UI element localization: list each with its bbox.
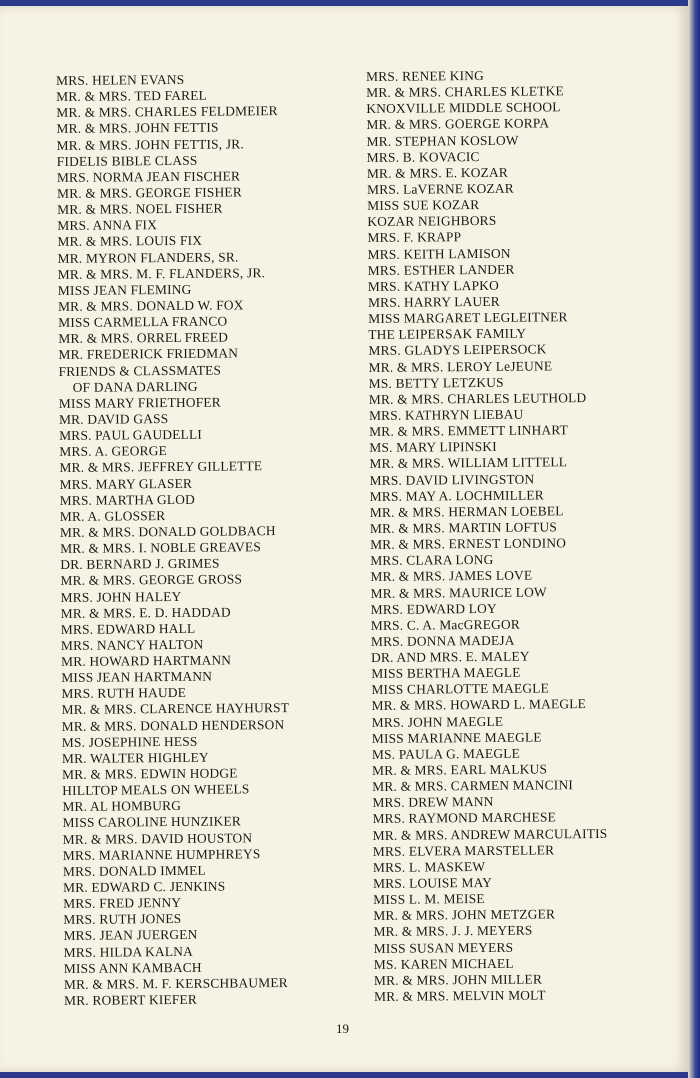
donor-name: MR. ROBERT KIEFER: [64, 991, 198, 1008]
donor-name: MRS. RUTH JONES: [63, 911, 182, 928]
donor-name: MISS SUE KOZAR: [367, 197, 480, 214]
donor-name: MRS. C. A. MacGREGOR: [370, 616, 521, 633]
donor-name: MR. & MRS. DONALD W. FOX: [57, 297, 244, 314]
donor-list-left-column: [56, 71, 292, 1009]
donor-name: MRS. DREW MANN: [372, 794, 494, 811]
donor-name: MRS. LOUISE MAY: [373, 874, 493, 891]
donor-name: MR. & MRS. ANDREW MARCULAITIS: [372, 825, 608, 843]
donor-name: MR. & MRS. E. D. HADDAD: [60, 604, 231, 621]
donor-name: FIDELIS BIBLE CLASS: [56, 152, 198, 169]
donor-name: MRS. GLADYS LEIPERSOCK: [368, 341, 547, 359]
donor-name: MR. & MRS. LEROY LeJEUNE: [368, 357, 553, 375]
donor-name: MR. & MRS. DONALD GOLDBACH: [59, 523, 276, 540]
donor-name: MRS. A. GEORGE: [59, 443, 168, 460]
donor-name: MRS. ELVERA MARSTELLER: [372, 842, 555, 859]
donor-name: MR. & MRS. MELVIN MOLT: [374, 987, 546, 1004]
donor-name: MR. & MRS. JEFFREY GILLETTE: [59, 458, 263, 476]
donor-name: KNOXVILLE MIDDLE SCHOOL: [366, 99, 561, 117]
donor-name: MRS. DAVID LIVINGSTON: [369, 471, 535, 488]
donor-name: MR. & MRS. CHARLES LEUTHOLD: [368, 389, 587, 407]
donor-name: MS. JOSEPHINE HESS: [61, 733, 198, 750]
donor-name: MR. & MRS. DONALD HENDERSON: [61, 716, 285, 734]
donor-name: MS. BETTY LETZKUS: [368, 374, 504, 391]
donor-name: MR. & MRS. DAVID HOUSTON: [62, 829, 253, 847]
donor-name: MR. MYRON FLANDERS, SR.: [57, 248, 239, 266]
donor-name: MRS. L. MASKEW: [372, 858, 486, 875]
donor-name: HILLTOP MEALS ON WHEELS: [62, 781, 250, 799]
donor-name: MS. PAULA G. MAEGLE: [371, 745, 521, 762]
donor-name: MRS. KEITH LAMISON: [367, 245, 511, 262]
donor-name: MRS. JOHN HALEY: [60, 588, 182, 605]
document-page: [0, 6, 688, 1072]
donor-name: MR. & MRS. I. NOBLE GREAVES: [60, 539, 262, 557]
donor-name: MRS. DONNA MADEJA: [370, 632, 515, 649]
donor-name: MRS. DONALD IMMEL: [62, 862, 206, 879]
donor-name: MRS. NORMA JEAN FISCHER: [56, 168, 241, 185]
binding-edge: [688, 0, 700, 1078]
donor-name: MR. STEPHAN KOSLOW: [366, 132, 519, 149]
donor-name: MRS. B. KOVACIC: [366, 148, 480, 165]
donor-name: MRS. FRED JENNY: [63, 895, 182, 912]
donor-name: MRS. HARRY LAUER: [367, 293, 500, 310]
donor-name: MR. & MRS. GEORGE FISHER: [56, 184, 242, 201]
donor-name: MR. & MRS. CLARENCE HAYHURST: [61, 700, 290, 718]
donor-name: MRS. NANCY HALTON: [60, 636, 204, 653]
donor-name: MR. DAVID GASS: [58, 410, 169, 427]
donor-name: MISS MARIANNE MAEGLE: [371, 729, 542, 746]
donor-name: MR. & MRS. JOHN FETTIS: [56, 120, 219, 137]
donor-name: MRS. MARIANNE HUMPHREYS: [62, 845, 261, 863]
donor-name: MR. EDWARD C. JENKINS: [63, 878, 226, 895]
donor-name: MRS. RAYMOND MARCHESE: [372, 809, 557, 827]
donor-name: MR. & MRS. ORREL FREED: [58, 329, 229, 347]
donor-name: MRS. ESTHER LANDER: [367, 261, 515, 278]
donor-name: MISS L. M. MEISE: [373, 891, 485, 908]
donor-name: MR. & MRS. E. KOZAR: [366, 164, 509, 181]
donor-name: MR. & MRS. CHARLES KLETKE: [366, 83, 564, 101]
donor-name: MR. & MRS. LOUIS FIX: [57, 233, 203, 250]
donor-name: MRS. LaVERNE KOZAR: [366, 180, 514, 197]
donor-name: MR. & MRS. M. F. FLANDERS, JR.: [57, 264, 266, 282]
donor-name: MR. & MRS. WILLIAM LITTELL: [369, 454, 568, 472]
donor-name: MS. KAREN MICHAEL: [373, 955, 514, 972]
donor-name: MR. & MRS. EMMETT LINHART: [369, 422, 569, 440]
donor-name: MR. FREDERICK FRIEDMAN: [58, 345, 239, 363]
donor-name: MRS. JOHN MAEGLE: [371, 713, 504, 730]
donor-name: MR. & MRS. J. J. MEYERS: [373, 923, 533, 940]
donor-name: MISS MARGARET LEGLEITNER: [368, 309, 568, 327]
donor-name: MRS. EDWARD LOY: [370, 600, 497, 617]
donor-name: MISS JEAN HARTMANN: [61, 668, 213, 686]
donor-name: MR. & MRS. TED FAREL: [56, 87, 208, 105]
donor-name: MISS JEAN FLEMING: [57, 281, 192, 298]
donor-name: MISS BERTHA MAEGLE: [371, 664, 521, 682]
donor-name: MR. & MRS. EDWIN HODGE: [62, 765, 238, 783]
donor-name: MRS. MARTHA GLOD: [59, 491, 195, 508]
donor-name: MR. & MRS. JAMES LOVE: [370, 567, 533, 585]
donor-name: MR. & MRS. CARMEN MANCINI: [372, 777, 574, 795]
donor-name: MRS. RENEE KING: [366, 67, 485, 84]
donor-name: OF DANA DARLING: [72, 378, 198, 395]
donor-name: MRS. MARY GLASER: [59, 475, 193, 492]
donor-name: MISS CHARLOTTE MAEGLE: [371, 680, 550, 698]
donor-name: MS. MARY LIPINSKI: [369, 439, 497, 456]
donor-name: MISS CARMELLA FRANCO: [58, 313, 228, 331]
donor-name: MISS SUSAN MEYERS: [373, 939, 514, 956]
donor-name: MRS. MAY A. LOCHMILLER: [369, 487, 544, 504]
donor-name: MR. & MRS. NOEL FISHER: [57, 200, 223, 218]
donor-name: MR. & MRS. ERNEST LONDINO: [370, 535, 567, 553]
donor-name: MR. & MRS. GOERGE KORPA: [366, 115, 550, 133]
donor-name: MRS. PAUL GAUDELLI: [59, 426, 203, 444]
donor-name: MRS. RUTH HAUDE: [61, 685, 187, 702]
donor-name: THE LEIPERSAK FAMILY: [368, 325, 527, 343]
donor-name: MRS. HILDA KALNA: [63, 943, 194, 960]
donor-name: MR. & MRS. HOWARD L. MAEGLE: [371, 696, 587, 714]
donor-name: MRS. F. KRAPP: [367, 229, 462, 246]
donor-name: MRS. ANNA FIX: [57, 217, 158, 234]
donor-name: FRIENDS & CLASSMATES: [58, 362, 222, 379]
donor-name: MR. & MRS. JOHN FETTIS, JR.: [56, 135, 245, 153]
donor-name: MISS ANN KAMBACH: [63, 959, 202, 976]
donor-name: KOZAR NEIGHBORS: [367, 213, 497, 230]
donor-name: MISS MARY FRIETHOFER: [58, 394, 221, 411]
donor-name: MRS. JEAN JUERGEN: [63, 927, 198, 944]
donor-name: MR. A. GLOSSER: [59, 507, 166, 524]
donor-name: MR. & MRS. CHARLES FELDMEIER: [56, 103, 278, 121]
donor-name: MRS. EDWARD HALL: [60, 620, 196, 637]
donor-name: MR. AL HOMBURG: [62, 798, 182, 815]
donor-name: MRS. KATHRYN LIEBAU: [368, 406, 524, 423]
donor-name: MR. & MRS. EARL MALKUS: [372, 761, 548, 779]
donor-name: MRS. HELEN EVANS: [56, 71, 185, 88]
donor-name: MR. & MRS. MAURICE LOW: [370, 583, 547, 601]
donor-name: MR. & MRS. JOHN MILLER: [373, 971, 543, 988]
page-number: 19: [336, 1021, 349, 1036]
donor-name: MR. & MRS. GEORGE GROSS: [60, 571, 243, 589]
donor-name: MR. HOWARD HARTMANN: [61, 652, 232, 670]
donor-name: MR. & MRS. MARTIN LOFTUS: [369, 519, 558, 536]
donor-name: MR. WALTER HIGHLEY: [61, 749, 209, 766]
donor-name: MRS. KATHY LAPKO: [367, 277, 500, 294]
donor-name: MRS. CLARA LONG: [370, 552, 494, 569]
donor-name: MISS CAROLINE HUNZIKER: [62, 813, 242, 831]
donor-list-right-column: [366, 67, 609, 1005]
donor-name: MR. & MRS. M. F. KERSCHBAUMER: [63, 974, 288, 992]
donor-name: MR. & MRS. HERMAN LOEBEL: [369, 503, 564, 520]
donor-name: MR. & MRS. JOHN METZGER: [373, 906, 556, 924]
donor-name: DR. BERNARD J. GRIMES: [60, 555, 220, 573]
donor-name: DR. AND MRS. E. MALEY: [371, 648, 530, 666]
